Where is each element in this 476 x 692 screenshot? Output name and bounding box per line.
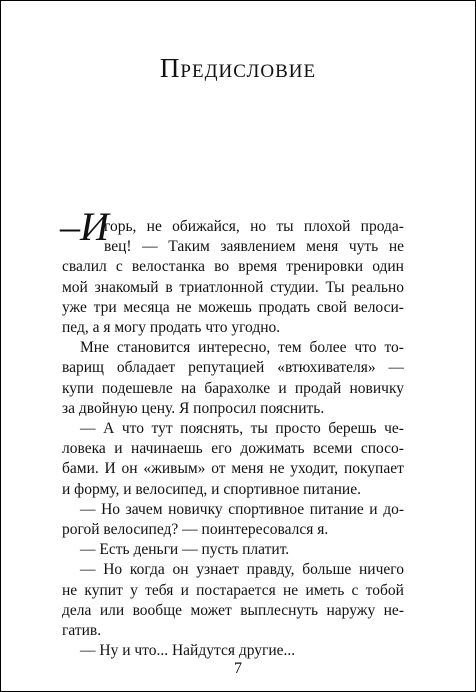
first-paragraph-start	[60, 204, 404, 257]
text-line: свалил с велостанка во время тренировки один	[62, 258, 404, 276]
page-number: 7	[234, 660, 242, 677]
text-line: купи подешевле на барахолке и продай новичку	[62, 379, 404, 397]
text-line: — Есть деньги — пусть платит.	[80, 541, 290, 559]
text-line: — Но зачем новичку спортивное питание и до-	[80, 500, 404, 518]
text-line: за двойную цену. Я попросил пояснить.	[62, 399, 325, 417]
chapter-title: Предисловие	[159, 53, 317, 83]
text-line: Мне становится интересно, тем более что то-	[80, 339, 404, 357]
text-line: мой знакомый в триатлонной студии. Ты реально	[62, 278, 404, 296]
text-line: гатив.	[62, 622, 102, 640]
text-line: дела или вообще может выплеснуть наружу не-	[62, 601, 404, 619]
text-line: — Но когда он узнает правду, больше ничего	[80, 561, 404, 579]
text-line: и форму, и велосипед, и спортивное питание.	[62, 480, 361, 498]
text-line: пед, а я могу продать что угодно.	[62, 319, 281, 337]
text-line: — Ну и что... Найдутся другие...	[80, 642, 296, 660]
text-line: вец! — Таким заявлением меня чуть не	[104, 238, 404, 256]
chapter-body	[60, 204, 404, 661]
text-line: горь, не обижайся, но ты плохой прода-	[104, 218, 404, 235]
text-line: уже три месяца не можешь продать свой велоси-	[62, 298, 404, 316]
text-line: варищ обладает репутацией «втюхивателя» —	[62, 359, 404, 377]
text-line: не купит у тебя и постарается не иметь с тобой	[62, 581, 404, 599]
text-line: — А что тут пояснять, ты просто берешь че-	[80, 420, 404, 438]
drop-cap: –И	[60, 204, 109, 249]
text-line: рогой велосипед? — поинтересовался я.	[62, 521, 329, 539]
text-line: ловека и начинаешь его дожимать всеми спосо-	[62, 440, 404, 458]
text-line: бами. И он «живым» от меня не уходит, покупает	[62, 460, 404, 478]
